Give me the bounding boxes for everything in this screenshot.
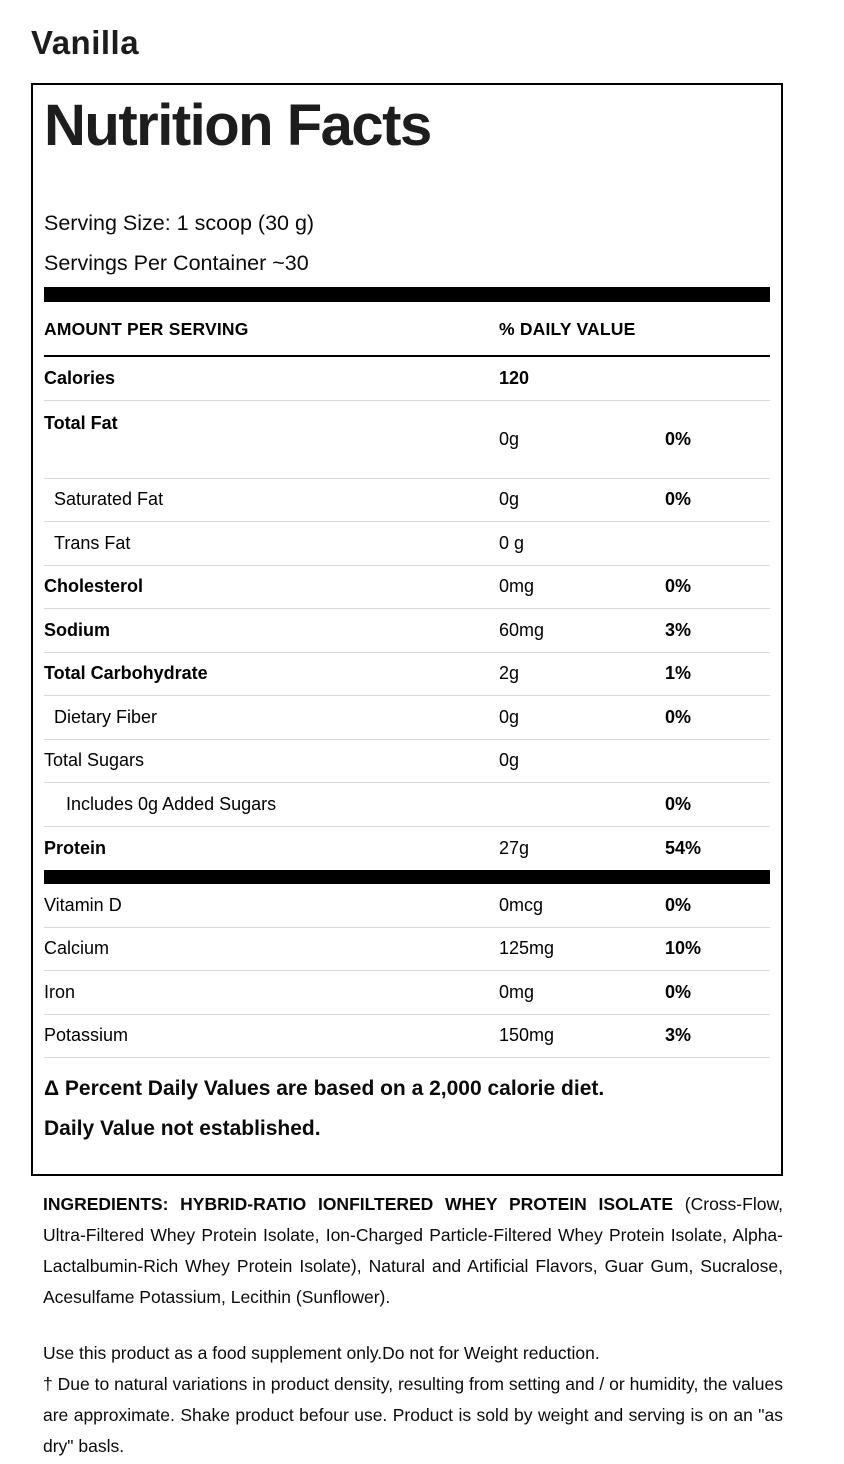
row-label: Protein: [44, 837, 107, 858]
nutrition-facts-title: Nutrition Facts: [44, 93, 431, 158]
row-daily-value: 3%: [665, 1025, 692, 1046]
ingredients-bold-intro: INGREDIENTS: HYBRID-RATIO IONFILTERED WHEY PROTEIN ISOLATE: [43, 1194, 674, 1214]
row-amount: 0g: [499, 750, 520, 771]
row-amount: 0mcg: [499, 894, 544, 915]
nutrition-row: [44, 357, 770, 401]
nutrition-row: [44, 884, 770, 928]
ingredients-rest: (Cross-Flow, Ultra-Filtered Whey Protein Isolate, Ion-Charged Particle-Filtered Whey Protein Isolate, Alpha-Lactalbumin-Rich Whey Protein Isolate), Natural and Artificial Flavors, Guar Gum, Sucralose, Acesulfame Potassium, Lecithin (Sunflower).: [43, 1194, 783, 1307]
footnote-daily-values: Δ Percent Daily Values are based on a 2,000 calorie diet.: [44, 1077, 605, 1100]
nutrition-row: [44, 1015, 770, 1059]
servings-per-container: Servings Per Container ~30: [44, 251, 309, 275]
nutrition-row: [44, 522, 770, 566]
row-label: Saturated Fat: [54, 489, 164, 510]
column-header-daily-value: % DAILY VALUE: [499, 319, 636, 339]
micronutrient-rows: [44, 884, 770, 1058]
nutrition-row: [44, 401, 770, 479]
nutrition-row: [44, 479, 770, 523]
row-amount: 0g: [499, 489, 520, 510]
row-daily-value: 54%: [665, 837, 702, 858]
footnote-not-established: Daily Value not established.: [44, 1117, 321, 1140]
row-amount: 60mg: [499, 619, 545, 640]
row-label: Total Sugars: [44, 750, 145, 771]
row-label: Vitamin D: [44, 894, 122, 915]
row-label: Sodium: [44, 619, 110, 640]
row-label: Includes 0g Added Sugars: [66, 793, 277, 814]
nutrition-row: [44, 609, 770, 653]
row-amount: 150mg: [499, 1025, 555, 1046]
row-daily-value: 0%: [665, 428, 692, 449]
row-daily-value: 0%: [665, 894, 692, 915]
row-label: Trans Fat: [54, 532, 131, 553]
row-label: Dietary Fiber: [54, 706, 158, 727]
nutrition-row: [44, 653, 770, 697]
row-amount: 125mg: [499, 938, 555, 959]
nutrition-row: [44, 566, 770, 610]
nutrition-row: [44, 783, 770, 827]
column-header-row: [44, 302, 770, 357]
row-label: Total Carbohydrate: [44, 663, 208, 684]
row-amount: 2g: [499, 663, 520, 684]
row-label: Calories: [44, 367, 116, 388]
row-label: Iron: [44, 981, 76, 1002]
row-amount: 0g: [499, 428, 520, 449]
row-amount: 120: [499, 367, 530, 388]
row-daily-value: 0%: [665, 576, 692, 597]
density-note: † Due to natural variations in product density, resulting from setting and / or humidity, the values are approximate. Shake product befour use. Product is sold by weight and serving is on an "as dry" basls.: [43, 1374, 783, 1456]
row-amount: 27g: [499, 837, 530, 858]
nutrition-rows: [44, 357, 770, 870]
row-amount: 0mg: [499, 981, 535, 1002]
row-label: Potassium: [44, 1025, 129, 1046]
nutrition-row: [44, 696, 770, 740]
row-daily-value: 10%: [665, 938, 702, 959]
footnote-block: [44, 1058, 770, 1174]
row-daily-value: 1%: [665, 663, 692, 684]
disclaimer-block: [43, 1338, 783, 1462]
row-amount: 0 g: [499, 532, 525, 553]
row-label: Calcium: [44, 938, 110, 959]
ingredients-paragraph: [43, 1189, 783, 1313]
column-header-amount: AMOUNT PER SERVING: [44, 319, 249, 339]
nutrition-facts-label: [31, 83, 783, 1176]
serving-size: Serving Size: 1 scoop (30 g): [44, 211, 315, 235]
supplement-note: Use this product as a food supplement only.Do not for Weight reduction.: [43, 1343, 600, 1363]
row-amount: 0g: [499, 706, 520, 727]
nutrition-row: [44, 827, 770, 871]
separator-bar-thick-top: [44, 287, 770, 302]
serving-info: [44, 203, 770, 283]
row-amount: 0mg: [499, 576, 535, 597]
row-daily-value: 0%: [665, 793, 692, 814]
flavor-title: Vanilla: [31, 24, 140, 61]
row-daily-value: 0%: [665, 489, 692, 510]
nutrition-row: [44, 928, 770, 972]
nutrition-row: [44, 740, 770, 784]
row-daily-value: 0%: [665, 981, 692, 1002]
row-label: Cholesterol: [44, 576, 144, 597]
row-label: Total Fat: [44, 412, 118, 433]
nutrition-row: [44, 971, 770, 1015]
row-daily-value: 3%: [665, 619, 692, 640]
separator-bar-thick-middle: [44, 870, 770, 884]
row-daily-value: 0%: [665, 706, 692, 727]
